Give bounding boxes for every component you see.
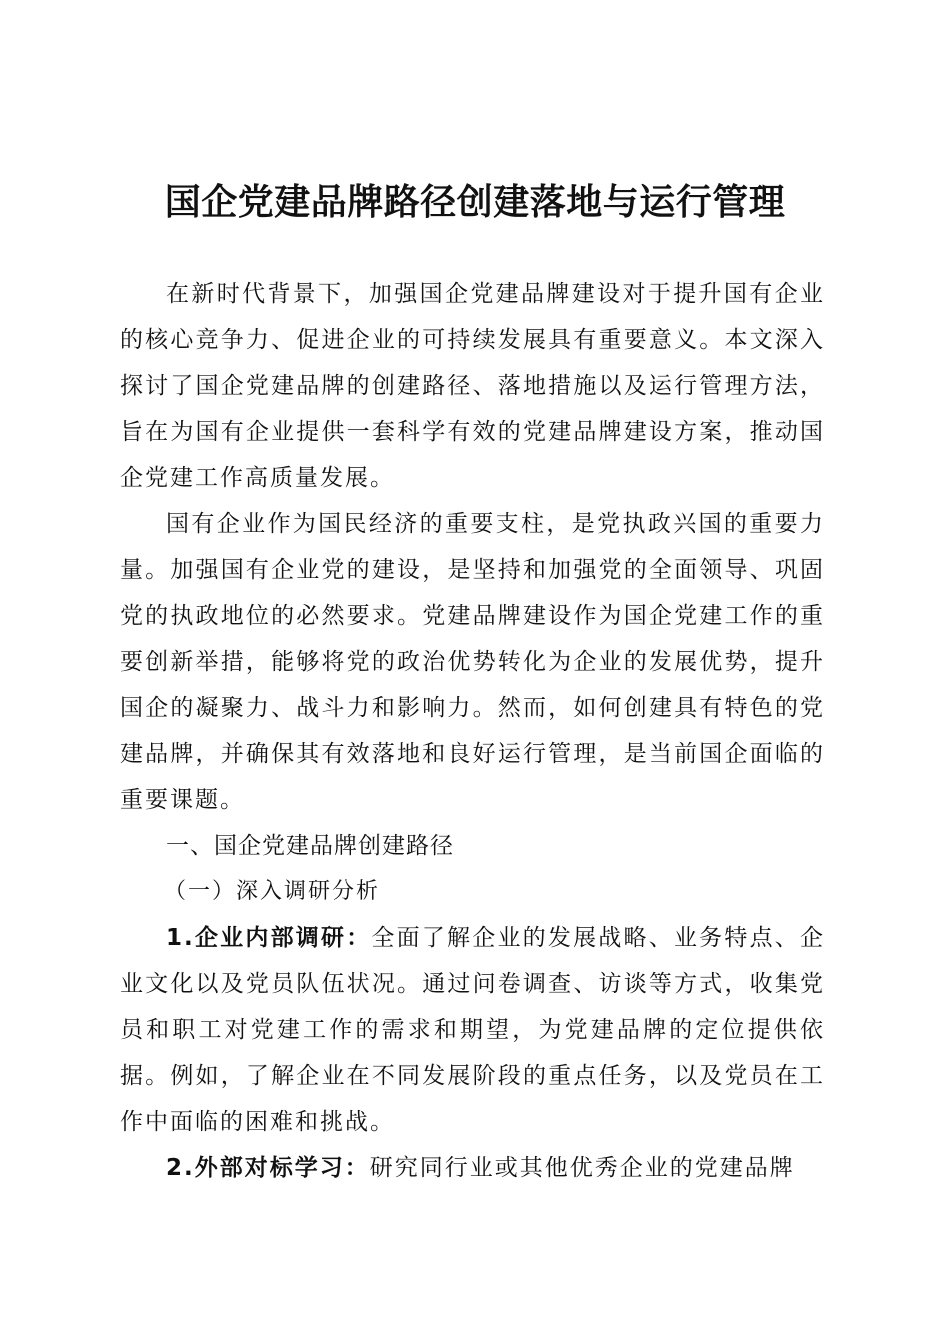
- list-item: [120, 915, 825, 1145]
- document-title: 国企党建品牌路径创建落地与运行管理: [164, 181, 786, 223]
- list-item: [120, 1145, 825, 1191]
- item-lead: 1.企业内部调研：: [166, 925, 372, 951]
- item-lead: 2.外部对标学习：: [166, 1155, 370, 1181]
- background-paragraph: 国有企业作为国民经济的重要支柱，是党执政兴国的重要力量。加强国有企业党的建设，是坚持和加强党的全面领导、巩固党的执政地位的必然要求。党建品牌建设作为国企党建工作的重要创新举措，能够将党的政治优势转化为企业的发展优势，提升国企的凝聚力、战斗力和影响力。然而，如何创建具有特色的党建品牌，并确保其有效落地和良好运行管理，是当前国企面临的重要课题。: [120, 511, 825, 813]
- item-text: 全面了解企业的发展战略、业务特点、企业文化以及党员队伍状况。通过问卷调查、访谈等方式，收集党员和职工对党建工作的需求和期望，为党建品牌的定位提供依据。例如，了解企业在不同发展阶段的重点任务，以及党员在工作中面临的困难和挑战。: [120, 925, 825, 1135]
- document-body: [120, 271, 825, 1191]
- section-heading: 一、国企党建品牌创建路径: [166, 833, 454, 859]
- intro-paragraph: 在新时代背景下，加强国企党建品牌建设对于提升国有企业的核心竞争力、促进企业的可持续发展具有重要意义。本文深入探讨了国企党建品牌的创建路径、落地措施以及运行管理方法，旨在为国有企业提供一套科学有效的党建品牌建设方案，推动国企党建工作高质量发展。: [120, 281, 825, 491]
- subsection-heading: （一）深入调研分析: [164, 879, 381, 904]
- item-text: 研究同行业或其他优秀企业的党建品牌: [369, 1155, 795, 1181]
